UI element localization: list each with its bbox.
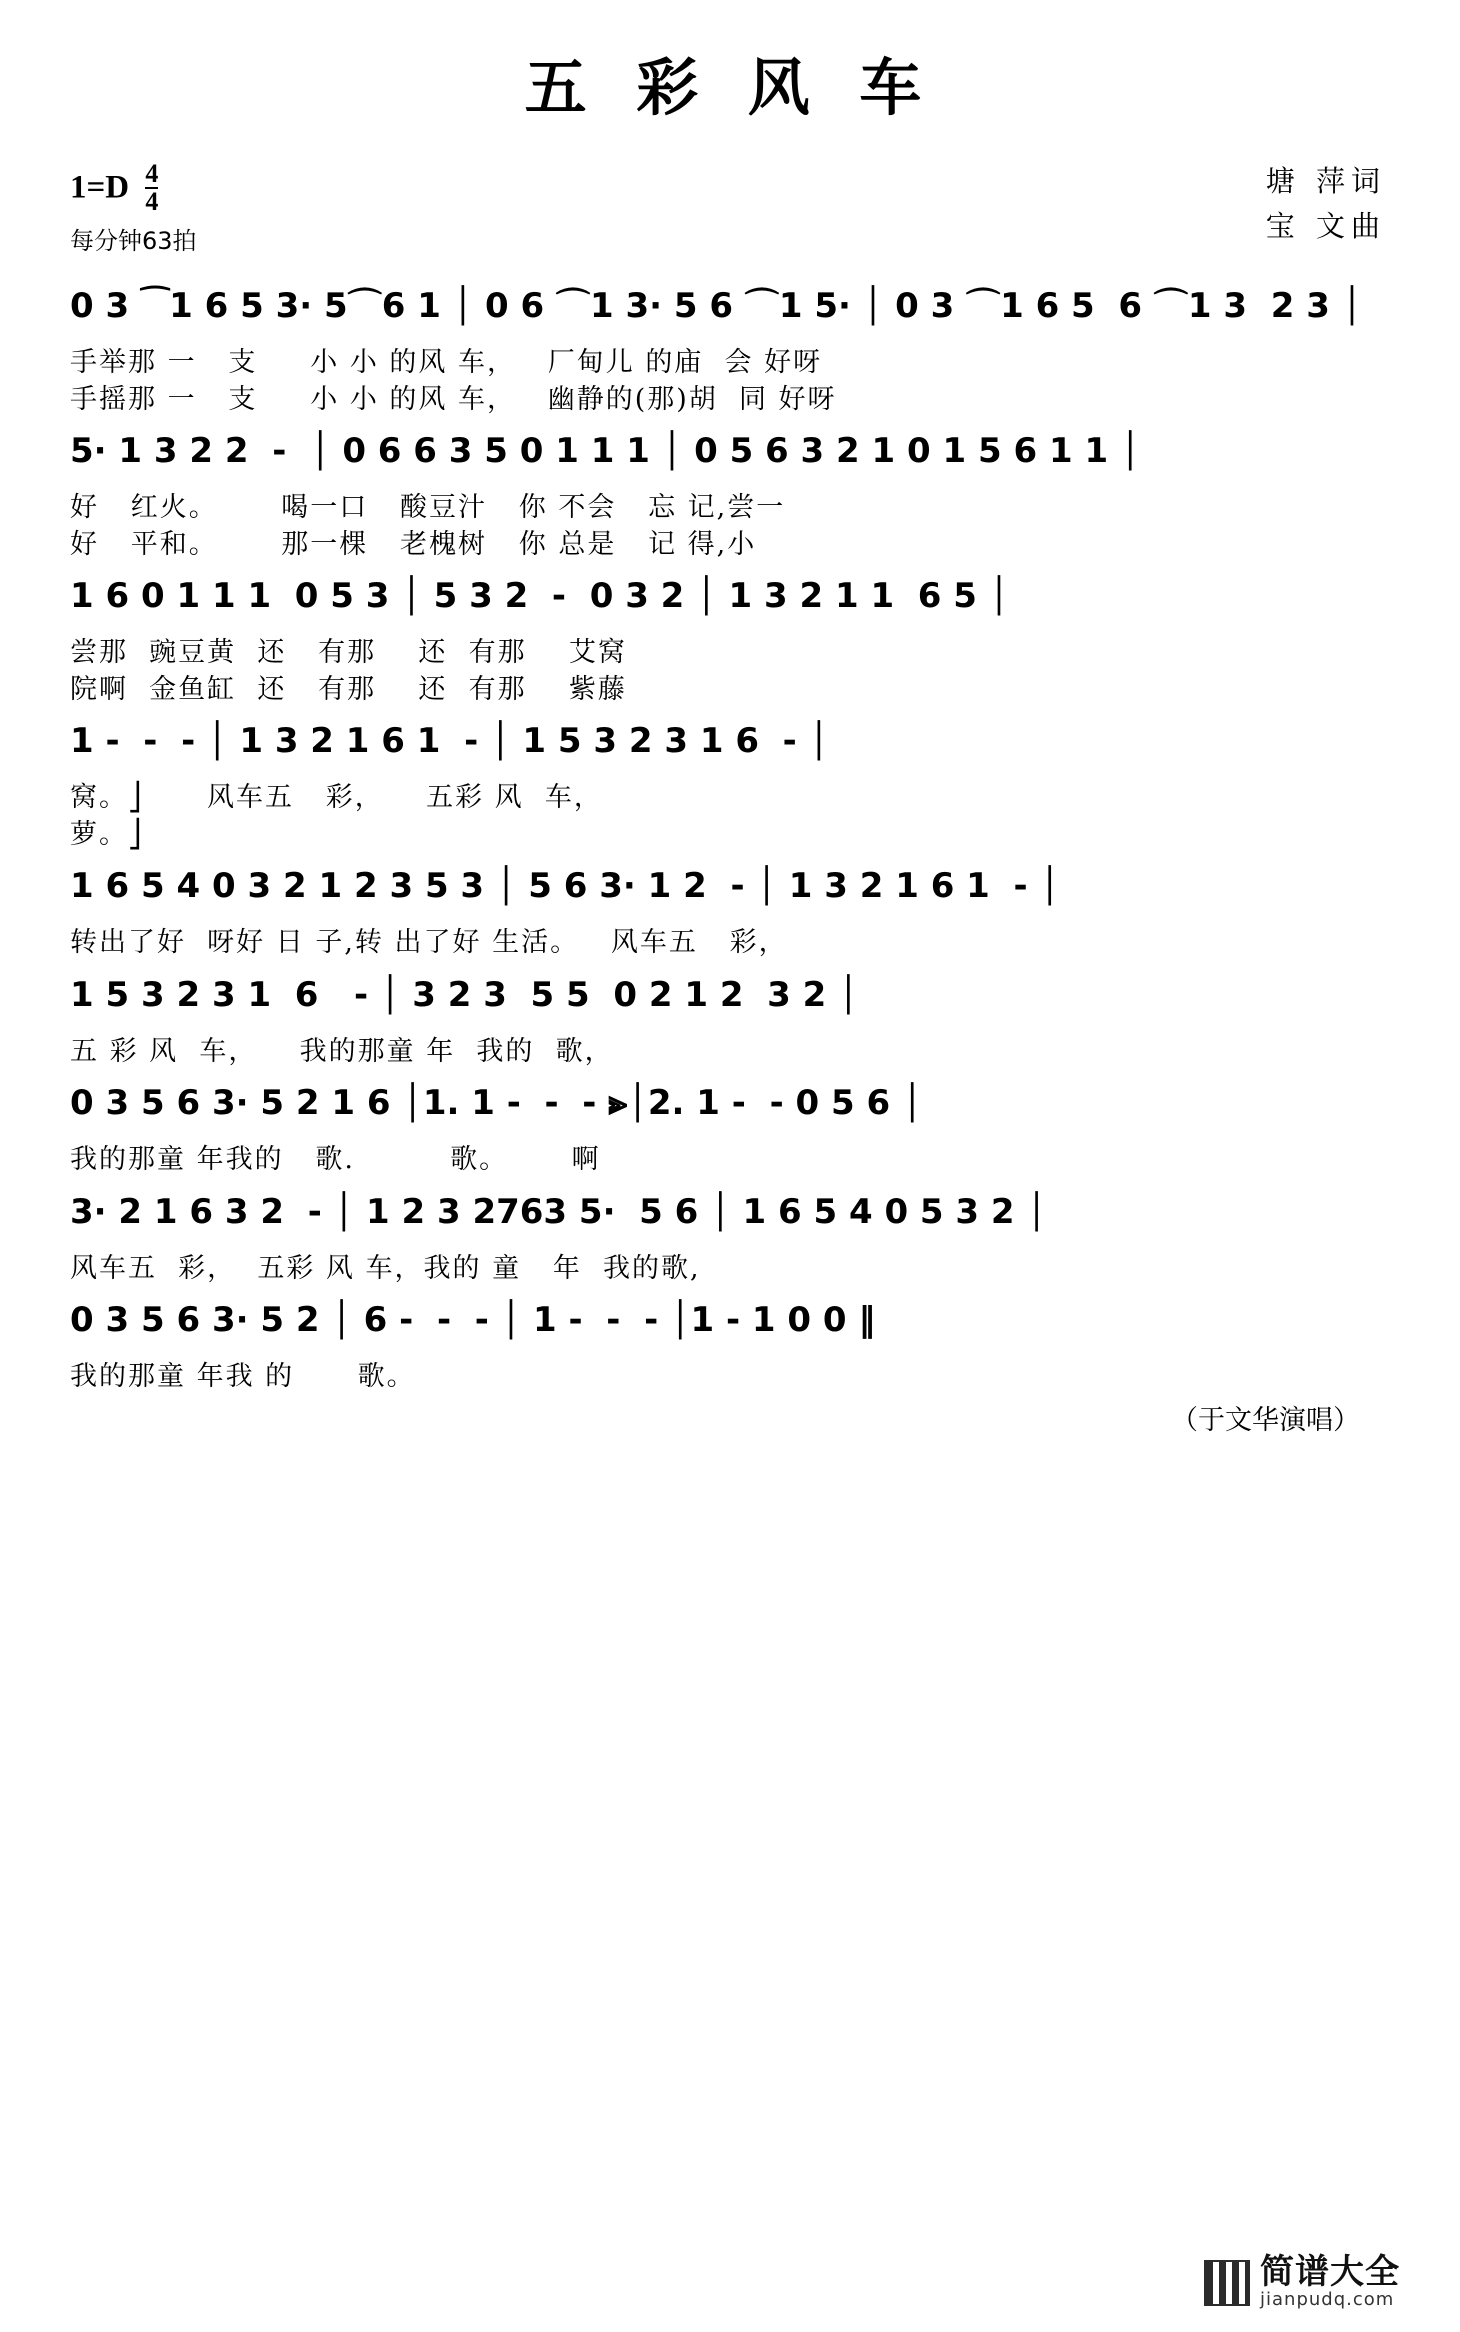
composer-credit: 宝 文曲 <box>1265 208 1386 243</box>
time-signature <box>145 161 158 215</box>
piano-bars-icon <box>1204 2260 1250 2306</box>
note-row: 3· 2 1 6 3 2 - │ 1 2 3 2763 5· 5 6 │ 1 6 5 4 0 5 3 2 │ <box>70 1191 1047 1232</box>
score-sheet <box>0 38 1460 2332</box>
performer-note: （于文华演唱） <box>1171 1404 1360 1436</box>
music-system-1 <box>60 286 1400 420</box>
lyric-line-1: 好 红火。 喝一口 酸豆汁 你 不会 忘 记,尝一 <box>70 492 786 523</box>
note-row: 1 - - - │ 1 3 2 1 6 1 - │ 1 5 3 2 3 1 6 - │ <box>70 721 830 761</box>
logo-title: 简谱大全 <box>1260 2252 1400 2293</box>
lyric-line-1: 风车五 彩， 五彩 风 车，我的 童 年 我的歌, <box>70 1252 701 1284</box>
logo-subtitle: jianpudq.com <box>1260 2289 1395 2311</box>
key-signature-text: 1=D <box>70 169 130 206</box>
lyric-line-1: 尝那 豌豆黄 还 有那 还 有那 艾窝 <box>70 637 627 668</box>
note-row: 0 3 5 6 3· 5 2 1 6 │1. 1 - - - ⫸│2. 1 - - 0 5 6 │ <box>70 1083 923 1123</box>
lyric-line-1: 手举那 一 支 小 小 的风 车， 厂甸儿 的庙 会 好呀 <box>70 347 823 378</box>
lyricist-credit: 塘 萍词 <box>1265 164 1386 198</box>
time-signature-numerator: 4 <box>145 159 159 188</box>
music-system-2 <box>60 431 1400 565</box>
time-signature-denominator: 4 <box>145 187 159 216</box>
music-system-4 <box>60 721 1400 855</box>
tempo-marking: 每分钟63拍 <box>70 227 197 255</box>
lyric-line-2: 手摇那 一 支 小 小 的风 车， 幽静的(那)胡 同 好呀 <box>70 383 837 415</box>
score-header <box>60 145 1400 275</box>
lyric-line-1: 我的那童 年我的 歌. 歌。 啊 <box>70 1144 601 1175</box>
lyric-line-2: 萝。⎦ <box>70 818 144 850</box>
lyric-line-2: 好 平和。 那一棵 老槐树 你 总是 记 得,小 <box>70 528 757 560</box>
note-row: 1 5 3 2 3 1 6 - │ 3 2 3 5 5 0 2 1 2 3 2 │ <box>70 974 859 1015</box>
music-system-6 <box>60 974 1400 1073</box>
note-row: 0 3 5 6 3· 5 2 │ 6 - - - │ 1 - - - │1 - 1 0 0 ‖ <box>70 1300 876 1340</box>
music-system-8 <box>60 1191 1400 1290</box>
lyric-line-1: 窝。⎦ 风车五 彩， 五彩 风 车， <box>70 782 603 813</box>
note-row: 5· 1 3 2 2 - │ 0 6 6 3 5 0 1 1 1 │ 0 5 6 3 2 1 0 1 5 6 1 1 │ <box>70 431 1141 471</box>
key-signature <box>70 159 159 217</box>
music-system-5 <box>60 866 1400 964</box>
credits <box>1266 159 1386 249</box>
lyric-line-2: 院啊 金鱼缸 还 有那 还 有那 紫藤 <box>70 673 627 705</box>
lyric-line-1: 五 彩 风 车， 我的那童 年 我的 歌， <box>70 1035 614 1067</box>
music-system-7 <box>60 1083 1400 1181</box>
page-title: 五 彩 风 车 <box>524 51 936 124</box>
note-row: 1 6 0 1 1 1 0 5 3 │ 5 3 2 - 0 3 2 │ 1 3 2 1 1 6 5 │ <box>70 576 1010 616</box>
note-row: 0 3 ⁀1 6 5 3· 5⌒6 1 │ 0 6 ⌒1 3· 5 6 ⌒1 5· │ 0 3 ⌒1 6 5 6 ⌒1 3 2 3 │ <box>70 286 1363 326</box>
lyric-line-1: 转出了好 呀好 日 子,转 出了好 生活。 风车五 彩， <box>70 927 788 958</box>
music-system-9 <box>60 1300 1400 1398</box>
music-system-3 <box>60 576 1400 710</box>
lyric-line-1: 我的那童 年我 的 歌。 <box>70 1361 416 1392</box>
logo-text-block <box>1260 2252 1400 2311</box>
note-row: 1 6 5 4 0 3 2 1 2 3 5 3 │ 5 6 3· 1 2 - │ 1 3 2 1 6 1 - │ <box>70 866 1060 906</box>
site-logo <box>1204 2252 1400 2311</box>
